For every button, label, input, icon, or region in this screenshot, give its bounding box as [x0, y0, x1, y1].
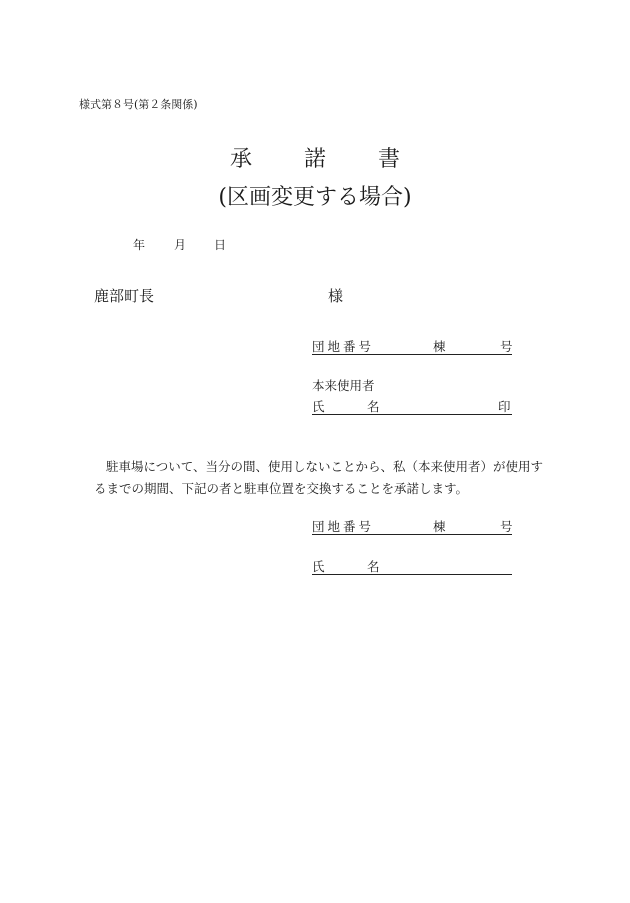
title-char: 書	[378, 147, 401, 172]
consent-statement: 駐車場について、当分の間、使用しないことから、私（本来使用者）が使用するまでの期間、下記の者と駐車位置を交換することを承諾します。	[94, 459, 544, 496]
exchange-name-field	[312, 556, 512, 575]
original-user-label: 本来使用者	[312, 378, 375, 393]
title-char: 諾	[304, 147, 327, 172]
date-month-label: 月	[174, 238, 187, 252]
document-title	[0, 142, 630, 173]
given-name-label: 名	[367, 559, 380, 574]
building-label: 棟	[433, 339, 446, 354]
building-label: 棟	[433, 519, 446, 534]
seal-label: 印	[498, 399, 511, 414]
surname-label: 氏	[312, 399, 325, 414]
recipient-name: 鹿部町長	[94, 287, 155, 305]
applicant-unit-field	[312, 336, 512, 355]
unit-number-label: 号	[500, 519, 513, 534]
exchange-unit-field	[312, 516, 512, 535]
surname-label: 氏	[312, 559, 325, 574]
recipient-honorific: 様	[328, 287, 344, 305]
title-char: 承	[230, 147, 253, 172]
date-day-label: 日	[214, 238, 227, 252]
danchi-number-label: 団地番号	[312, 519, 375, 534]
date-year-label: 年	[133, 238, 146, 252]
applicant-name-field	[312, 396, 512, 415]
unit-number-label: 号	[500, 339, 513, 354]
danchi-number-label: 団地番号	[312, 339, 375, 354]
document-subtitle: (区画変更する場合)	[218, 185, 412, 210]
form-number: 様式第８号(第２条関係)	[79, 98, 198, 111]
given-name-label: 名	[367, 399, 380, 414]
